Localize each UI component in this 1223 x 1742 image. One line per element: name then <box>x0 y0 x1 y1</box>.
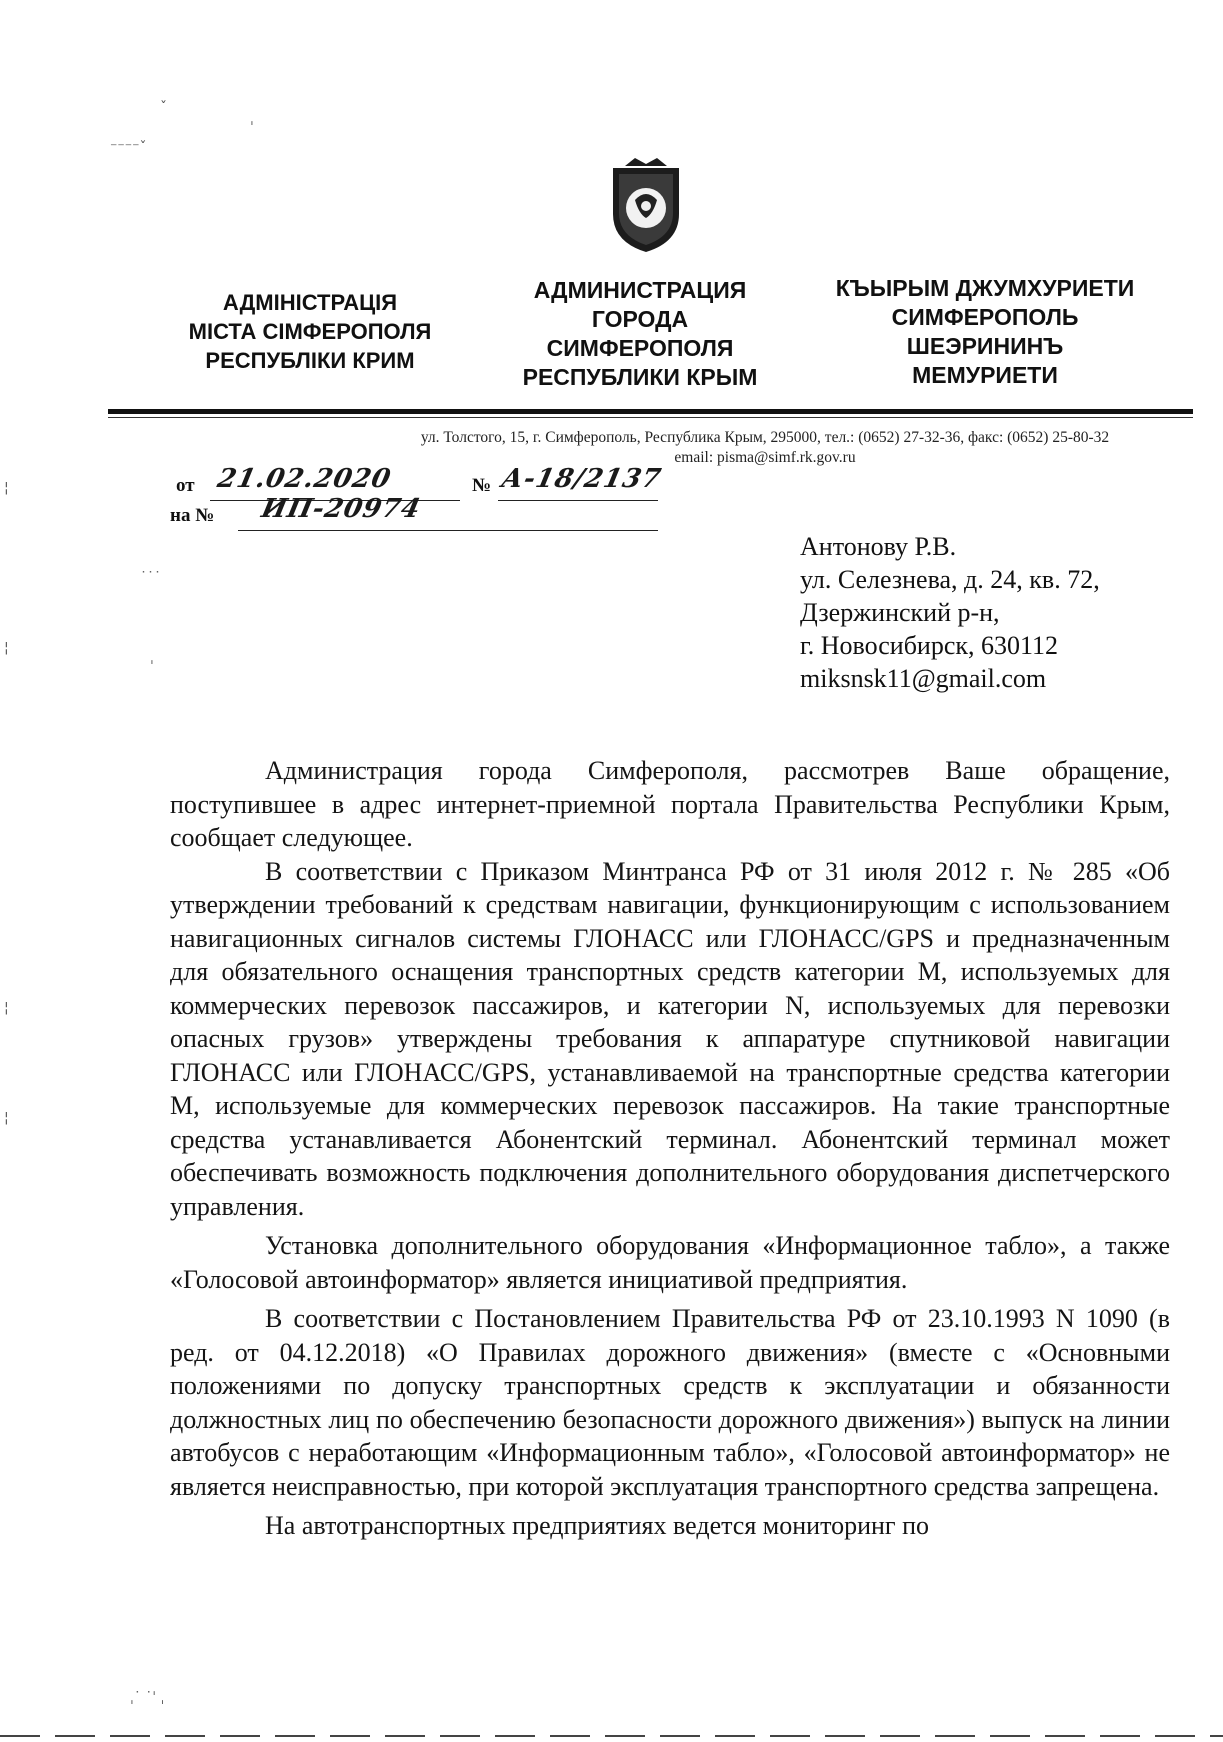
contact-address: ул. Толстого, 15, г. Симферополь, Республика Крым, 295000, тел.: (0652) 27-32-36, факс: (0652) 25-80-32 <box>420 429 1110 446</box>
header-ukrainian-line: АДМІНІСТРАЦІЯ <box>222 290 398 315</box>
scan-speck: ¦ <box>4 1000 9 1016</box>
crimea-coat-of-arms-icon <box>605 158 687 254</box>
reply-label: на № <box>170 505 215 526</box>
addressee-name: Антонову Р.В. <box>800 532 957 561</box>
number-underline <box>498 500 658 501</box>
header-crimean-tatar-line: ШЕЭРИНИНЪ <box>906 333 1064 359</box>
header-russian-line: СИМФЕРОПОЛЯ <box>546 335 734 361</box>
header-ukrainian <box>150 288 470 375</box>
scan-speck: ˈ <box>250 120 254 136</box>
header-russian-line: АДМИНИСТРАЦИЯ <box>533 277 747 303</box>
addressee-email: miksnsk11@gmail.com <box>800 664 1047 693</box>
addressee-street: ул. Селезнева, д. 24, кв. 72, <box>800 565 1100 594</box>
date-label: от <box>176 475 195 496</box>
contact-info <box>405 428 1125 468</box>
header-ukrainian-line: РЕСПУБЛІКИ КРИМ <box>205 348 415 373</box>
addressee-city: г. Новосибирск, 630112 <box>800 631 1059 660</box>
header-crimean-tatar-line: СИМФЕРОПОЛЬ <box>891 304 1079 330</box>
scan-speck: ¦ <box>4 1110 9 1126</box>
scan-speck: ˇ <box>160 100 167 116</box>
addressee-district: Дзержинский р-н, <box>800 598 1000 627</box>
scan-speck: ¦ <box>4 480 9 496</box>
header-divider-thin <box>108 417 1193 418</box>
number-label: № <box>472 475 492 496</box>
scan-speck: ⁻⁻⁻⁻ˇ <box>110 140 147 156</box>
header-divider <box>108 409 1193 414</box>
addressee-block <box>800 530 1100 695</box>
header-crimean-tatar-line: МЕМУРИЕТИ <box>912 362 1058 388</box>
scan-bottom-edge <box>0 1735 1223 1737</box>
header-russian-line: ГОРОДА <box>591 306 689 332</box>
handwritten-date: 21.02.2020 <box>214 464 395 494</box>
letter-body <box>170 754 1170 1543</box>
body-paragraph: На автотранспортных предприятиях ведется мониторинг по <box>265 1511 929 1540</box>
body-paragraph: Установка дополнительного оборудования «Информационное табло», а также «Голосовой автоинформатор» является инициативой предприятия. <box>170 1231 1170 1294</box>
body-paragraph: В соответствии с Постановлением Правительства РФ от 23.10.1993 N 1090 (в ред. от 04.12.2018) «О Правилах дорожного движения» (вместе с «Основными положениями по допуску транспортных средств к эксплуатации и обязанности должностных лиц по обеспечению безопасности дорожного движения») выпуск на линии автобусов с неработающим «Информационным табло», «Голосовой автоинформатор» не является неисправностью, при которой эксплуатация транспортного средства запрещена. <box>170 1304 1170 1501</box>
header-crimean-tatar-line: КЪЫРЫМ ДЖУМХУРИЕТИ <box>835 275 1135 301</box>
body-paragraph: В соответствии с Приказом Минтранса РФ от 31 июля 2012 г. № 285 «Об утверждении требований к средствам навигации, функционирующим с использованием навигационных сигналов системы ГЛОНАСС или ГЛОНАСС/GPS и предназначенным для обязательного оснащения транспортных средств категории М, используемых для коммерческих перевозок пассажиров, и категории N, используемых для перевозки опасных грузов» утверждены требования к аппаратуре спутниковой навигации ГЛОНАСС или ГЛОНАСС/GPS, устанавливаемой на транспортные средства категории М, используемые для коммерческих перевозок пассажиров. На такие транспортные средства устанавливается Абонентский терминал. Абонентский терминал может обеспечивать возможность подключения дополнительного оборудования диспетчерского управления. <box>170 856 1170 1221</box>
header-ukrainian-line: МІСТА СІМФЕРОПОЛЯ <box>188 319 432 344</box>
header-crimean-tatar <box>815 274 1155 390</box>
scan-speck: ˙˙˙ <box>140 570 161 586</box>
handwritten-reply-number: ИП-20974 <box>258 494 424 524</box>
contact-email: email: pisma@simf.rk.gov.ru <box>674 449 856 466</box>
reply-underline <box>238 530 658 531</box>
scan-speck: ˌ˙ ˙ˈ ˌ <box>130 1690 165 1706</box>
header-russian <box>490 276 790 392</box>
handwritten-number: А-18/2137 <box>498 464 665 494</box>
scan-speck: ˌ <box>150 650 154 666</box>
body-paragraph: Администрация города Симферополя, рассмотрев Ваше обращение, поступившее в адрес интернет-приемной портала Правительства Республики Крым, сообщает следующее. <box>170 756 1170 852</box>
scan-speck: ¦ <box>4 640 9 656</box>
header-russian-line: РЕСПУБЛИКИ КРЫМ <box>522 364 758 390</box>
